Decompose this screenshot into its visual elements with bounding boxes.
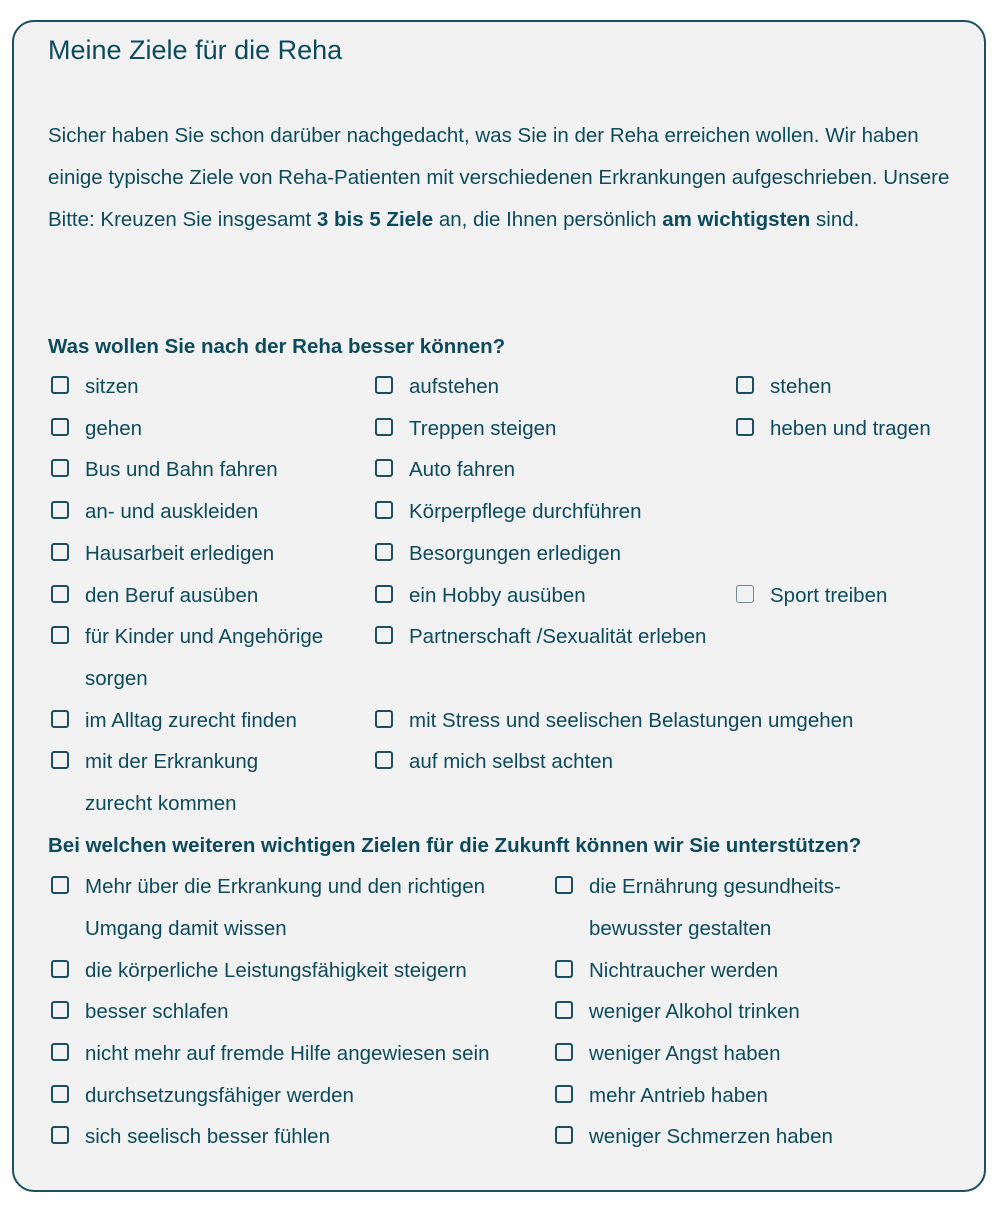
checkbox[interactable] <box>51 459 69 477</box>
goal-label: Körperpflege durchführen <box>409 500 642 523</box>
checkbox[interactable] <box>375 710 393 728</box>
goal-label: besser schlafen <box>85 1000 229 1023</box>
goal-label: weniger Schmerzen haben <box>589 1125 833 1148</box>
goal-label: aufstehen <box>409 375 500 398</box>
checkbox[interactable] <box>51 751 69 769</box>
checkbox[interactable] <box>51 876 69 894</box>
goal-label: sitzen <box>85 375 139 398</box>
goal-durchsetzungsfaehig[interactable] <box>51 1075 354 1117</box>
goal-koerperpflege[interactable] <box>375 491 642 533</box>
goal-label: im Alltag zurecht finden <box>85 709 297 732</box>
checkbox[interactable] <box>51 626 69 644</box>
goal-gehen[interactable] <box>51 408 142 450</box>
goal-label: Nichtraucher werden <box>589 959 779 982</box>
goal-label: die körperliche Leistungsfähigkeit steigern <box>85 959 467 982</box>
goal-erkrankung-zurecht[interactable] <box>51 741 311 825</box>
intro-text-part2: an, die Ihnen persönlich <box>433 208 663 231</box>
goal-mehr-wissen[interactable] <box>51 866 531 950</box>
checkbox[interactable] <box>375 543 393 561</box>
goal-sport[interactable] <box>736 575 887 617</box>
goal-label: an- und auskleiden <box>85 500 259 523</box>
goal-label: den Beruf ausüben <box>85 584 259 607</box>
intro-text-part1: Sicher haben Sie schon darüber nachgedacht, was Sie in der Reha erreichen wollen. Wir haben einige typische Ziele von Reha-Patienten mit verschiedenen Erkrankungen aufgeschrieben. Unsere Bitte: Kreuzen Sie insgesamt <box>48 124 950 231</box>
goal-label: weniger Alkohol trinken <box>589 1000 800 1023</box>
goal-heben-und-tragen[interactable] <box>736 408 931 450</box>
checkbox[interactable] <box>736 376 754 394</box>
goal-seelisch-besser[interactable] <box>51 1116 330 1158</box>
checkbox[interactable] <box>375 751 393 769</box>
goal-label: Treppen steigen <box>409 417 557 440</box>
checkbox[interactable] <box>51 1085 69 1103</box>
goal-label: ein Hobby ausüben <box>409 584 586 607</box>
checkbox[interactable] <box>51 418 69 436</box>
goal-label: Sport treiben <box>770 584 888 607</box>
goal-label: durchsetzungsfähiger werden <box>85 1084 354 1107</box>
goal-an-und-auskleiden[interactable] <box>51 491 258 533</box>
goal-label: die Ernährung gesundheits-bewusster gestalten <box>589 875 841 940</box>
goal-label: Partnerschaft /Sexualität erleben <box>409 625 707 648</box>
goal-bus-und-bahn[interactable] <box>51 449 278 491</box>
goal-besser-schlafen[interactable] <box>51 991 229 1033</box>
checkbox[interactable] <box>51 501 69 519</box>
goal-weniger-schmerzen[interactable] <box>555 1116 833 1158</box>
goal-leistungsfaehigkeit[interactable] <box>51 950 467 992</box>
checkbox[interactable] <box>375 376 393 394</box>
intro-text <box>48 115 958 241</box>
goal-label: Hausarbeit erledigen <box>85 542 275 565</box>
goal-auto-fahren[interactable] <box>375 449 515 491</box>
checkbox[interactable] <box>555 1001 573 1019</box>
goal-label: heben und tragen <box>770 417 931 440</box>
goal-label: mehr Antrieb haben <box>589 1084 768 1107</box>
goal-fremde-hilfe[interactable] <box>51 1033 490 1075</box>
checkbox[interactable] <box>555 1085 573 1103</box>
goal-hausarbeit[interactable] <box>51 533 274 575</box>
goal-mehr-antrieb[interactable] <box>555 1075 768 1117</box>
form-title: Meine Ziele für die Reha <box>48 35 343 65</box>
checkbox[interactable] <box>375 501 393 519</box>
checkbox[interactable] <box>555 960 573 978</box>
checkbox[interactable] <box>51 585 69 603</box>
checkbox[interactable] <box>375 626 393 644</box>
goal-hobby[interactable] <box>375 575 586 617</box>
goal-weniger-angst[interactable] <box>555 1033 780 1075</box>
goal-label: auf mich selbst achten <box>409 750 613 773</box>
checkbox[interactable] <box>375 459 393 477</box>
checkbox[interactable] <box>555 1043 573 1061</box>
goal-selbst-achten[interactable] <box>375 741 613 783</box>
goal-label: Besorgungen erledigen <box>409 542 621 565</box>
goal-nichtraucher[interactable] <box>555 950 778 992</box>
checkbox[interactable] <box>375 418 393 436</box>
goal-label: sich seelisch besser fühlen <box>85 1125 330 1148</box>
goal-treppen-steigen[interactable] <box>375 408 556 450</box>
goal-aufstehen[interactable] <box>375 366 499 408</box>
section2-question: Bei welchen weiteren wichtigen Zielen für die Zukunft können wir Sie unterstützen? <box>48 834 862 857</box>
checkbox[interactable] <box>736 418 754 436</box>
goal-stress[interactable] <box>375 700 853 742</box>
goal-label: für Kinder und Angehörige sorgen <box>85 625 324 690</box>
goal-label: mit Stress und seelischen Belastungen umgehen <box>409 709 854 732</box>
checkbox[interactable] <box>51 543 69 561</box>
goal-ernaehrung[interactable] <box>555 866 875 950</box>
goal-label: mit der Erkrankung zurecht kommen <box>85 750 259 815</box>
checkbox[interactable] <box>555 1126 573 1144</box>
goal-stehen[interactable] <box>736 366 832 408</box>
checkbox[interactable] <box>51 376 69 394</box>
intro-emphasis-count: 3 bis 5 Ziele <box>316 208 434 231</box>
checkbox[interactable] <box>555 876 573 894</box>
goal-label: Bus und Bahn fahren <box>85 458 278 481</box>
goal-label: nicht mehr auf fremde Hilfe angewiesen sein <box>85 1042 490 1065</box>
checkbox[interactable] <box>375 585 393 603</box>
intro-text-part3: sind. <box>810 208 860 231</box>
goal-label: Mehr über die Erkrankung und den richtigen Umgang damit wissen <box>85 875 485 940</box>
goal-partnerschaft[interactable] <box>375 616 706 658</box>
goal-label: Auto fahren <box>409 458 515 481</box>
goal-label: stehen <box>770 375 832 398</box>
goal-label: weniger Angst haben <box>589 1042 781 1065</box>
goal-besorgungen[interactable] <box>375 533 621 575</box>
checkbox[interactable] <box>736 585 754 603</box>
section1-question: Was wollen Sie nach der Reha besser können? <box>48 335 506 358</box>
goal-sitzen[interactable] <box>51 366 139 408</box>
goal-weniger-alkohol[interactable] <box>555 991 800 1033</box>
goal-alltag[interactable] <box>51 700 297 742</box>
checkbox[interactable] <box>51 1043 69 1061</box>
goal-beruf[interactable] <box>51 575 258 617</box>
goal-kinder-angehoerige[interactable] <box>51 616 351 700</box>
intro-emphasis-importance: am wichtigsten <box>662 208 811 231</box>
checkbox[interactable] <box>51 710 69 728</box>
checkbox[interactable] <box>51 960 69 978</box>
checkbox[interactable] <box>51 1126 69 1144</box>
checkbox[interactable] <box>51 1001 69 1019</box>
goal-label: gehen <box>85 417 143 440</box>
